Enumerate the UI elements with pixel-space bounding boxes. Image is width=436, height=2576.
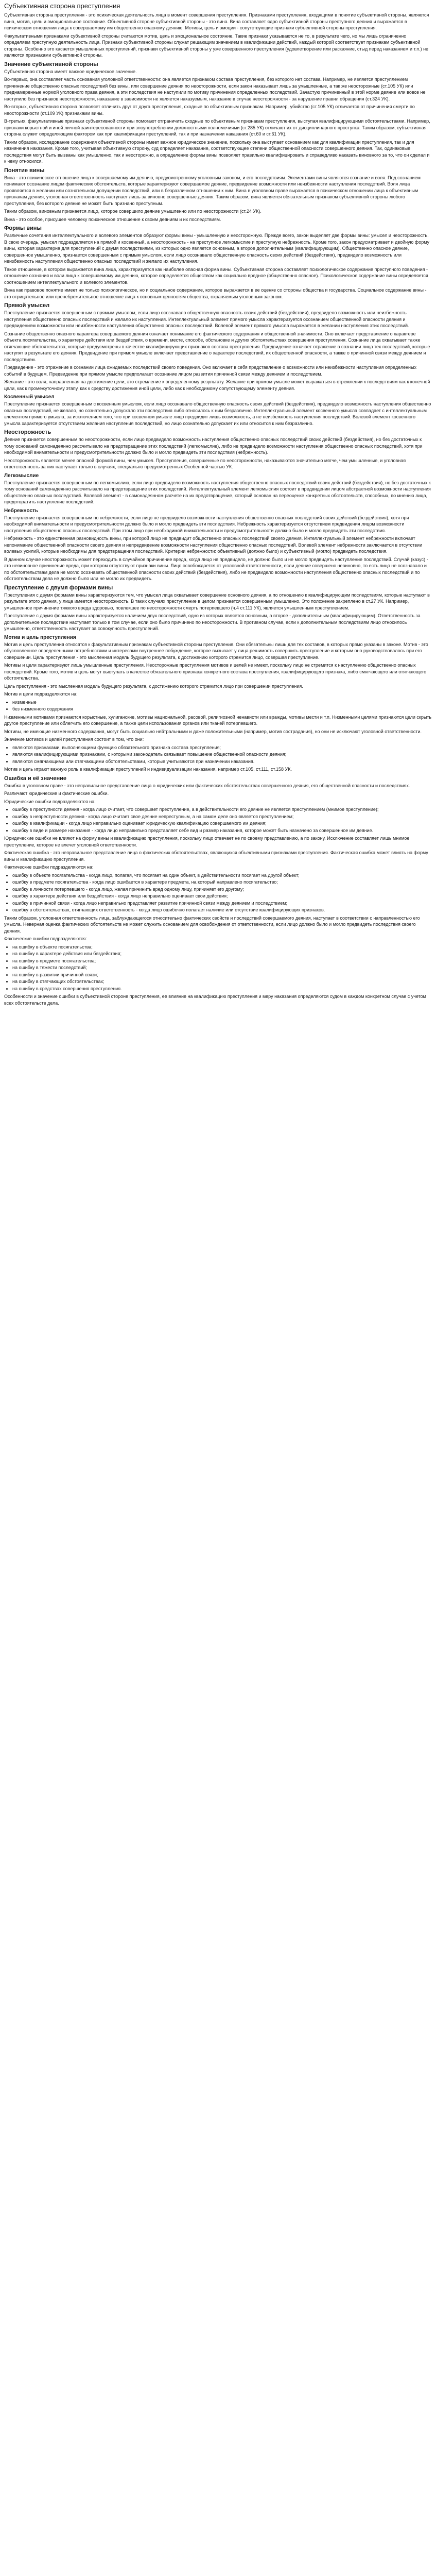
section-heading: Неосторожность [4, 429, 51, 435]
list-item: • ошибку в предмете посягательства - когда лицо ошибается в характере предмета, на который направлено посягательство; [12, 879, 432, 886]
bullet-list [4, 872, 432, 913]
paragraph: Вина - это особое, присущее человеку психическое отношение к своим деяниям и их последствиям. [4, 216, 221, 222]
paragraph: Мотив и цель преступления относятся к факультативным признакам субъективной стороны преступления. Они обязательны лишь для тех составов, в которых прямо указаны в законе. Мотив - это обусловленное определенными потребностями и интересами внутреннее побуждение, которое вызывает у лица решимость совершить преступление и которым оно руководствовалось при его совершении. Цель преступления - это мысленная модель будущего результата, к достижению которого стремится лицо, совершая преступление. [4, 641, 428, 660]
list-item: • на ошибку в средствах совершения преступления. [12, 986, 432, 992]
section-heading: Небрежность [4, 507, 39, 514]
section-heading: Мотив и цель преступления [4, 634, 76, 640]
paragraph: Мотив и цели подразделяются на: [4, 691, 78, 697]
list-item: • на ошибку в отягчающих обстоятельствах; [12, 978, 432, 985]
list-item: • ошибку в причинной связи - когда лицо неправильно представляет развитие причинной связи между деянием и последствием; [12, 900, 432, 907]
list-item: • являются смягчающими или отягчающими обстоятельствами, которые учитываются при назначении наказания. [12, 758, 432, 765]
paragraph: Деяние признается совершенным по неосторожности, если лицо предвидело возможность наступления общественно опасных последствий своих действий (бездействия), но без достаточных к тому оснований самонадеянно рассчитывало на предотвращение этих последствий (легкомыслие), либо не предвидело возможности наступления общественно опасных последствий, хотя при необходимой внимательности и предусмотрительности должно было и могло предвидеть эти последствия (небрежность). [4, 437, 423, 455]
list-item: • являются признаками, выполняющими функцию обязательного признака состава преступления; [12, 744, 432, 751]
paragraph: Фактические ошибки подразделяются: [4, 936, 87, 941]
paragraph: Таким образом, уголовная ответственность лица, заблуждающегося относительно фактических свойств и последствий совершаемого деяния, наступает в соответствии с направленностью его умысла. Неверная оценка фактических обстоятельств не может служить основанием для освобождения от ответственности, если лицо должно было и могло предвидеть последствия своего деяния. [4, 915, 420, 934]
section-heading: Прямой умысел [4, 302, 50, 309]
list-item: • являются квалифицирующими признаками, с которыми законодатель связывает повышение общественной опасности деяния; [12, 751, 432, 758]
paragraph: Желание - это воля, направленная на достижение цели, это стремление к определенному результату. Желание при прямом умысле может выражаться в стремлении к последствиям как к конечной цели, как к промежуточному этапу, как к средству достижения иной цели, либо как к необходимому сопутствующему элементу деяния. [4, 379, 430, 391]
paragraph: Преступление признается совершенным по легкомыслию, если лицо предвидело возможность наступления общественно опасных последствий своих действий (бездействия), но без достаточных к тому оснований самонадеянно рассчитывало на предотвращение этих последствий. Интеллектуальный элемент легкомыслия состоит в предвидении лицом абстрактной возможности наступления общественно опасных последствий. Волевой элемент - в самонадеянном расчете на их предотвращение, который основан на переоценке конкретных обстоятельств, способных, по мнению лица, предотвратить наступление последствий. [4, 480, 431, 504]
paragraph: Мотив и цель играют важную роль в квалификации преступлений и индивидуализации наказания, например ст.105, ст.111, ст.158 УК. [4, 767, 292, 772]
list-item: • ошибку в характере действия или бездействия - когда лицо неправильно оценивает свои действия; [12, 893, 432, 900]
section-heading: Значение субъективной стороны [4, 61, 98, 67]
bullet-list [4, 944, 432, 992]
paragraph: Такое отношение, в котором выражается вина лица, характеризуется как наиболее опасная форма вины. Субъективная сторона составляет психологическое содержание преступного поведения - отношение сознания и воли лица к совершаемому им деянию, которое определяется обществом как социально вредное (общественно опасное). Психологическое содержание вины определяется соотношением интеллектуального и волевого элементов. [4, 266, 428, 285]
section-heading: Легкомыслие [4, 472, 39, 479]
paragraph: Юридические ошибки не влияют на форму вины и квалификацию преступления, поскольку лицо отвечает не по своему представлению, а по закону. Исключение составляет лишь мнимое преступление, которое не влечет уголовной ответственности. [4, 836, 410, 848]
paragraph: Преступление признается совершенным с прямым умыслом, если лицо осознавало общественную опасность своих действий (бездействия), предвидело возможность или неизбежность наступления общественно опасных последствий и желало их наступления. Интеллектуальный элемент прямого умысла характеризуется осознанием общественной опасности деяния и предвидением возможности или неизбежности наступления общественно опасных последствий. Волевой элемент прямого умысла выражается в желании наступления этих последствий. [4, 310, 409, 328]
paragraph: Во-первых, она составляет часть основания уголовной ответственности: она является признаком состава преступления, без которого нет состава. Например, не является преступлением причинение общественно опасных последствий без вины, или совершение деяния по неосторожности, если закон наказывает лишь за умышленные, а так же неосторожные (ст.105 УК) или преднамеренные нормой уголовного права деяния, а эти последствия не наступили по мотиву причинения определенных последствий. Зачастую причиненный в этой норме деяние или вовсе не наступило без признаков неосторожности, наказание в зависимости не является наказуемым, наказание в случае неосторожности - за нарушение правил обращения (ст.324 УК). [4, 77, 426, 101]
bullet-list [4, 699, 432, 713]
bullet-list [4, 744, 432, 765]
paragraph: Вина как правовое понятие имеет не только психологическое, но и социальное содержание, которое выражается в ее оценке со стороны общества и государства. Социальное содержание вины - это отрицательное или пренебрежительное отношение лица к основным ценностям общества, охраняемым уголовным законом. [4, 287, 427, 299]
list-item: • ошибку в личности потерпевшего - когда лицо, желая причинить вред одному лицу, причиняет его другому; [12, 886, 432, 893]
paragraph: Низменными мотивами признаются корыстные, хулиганские, мотивы национальной, расовой, религиозной ненависти или вражды, мотивы мести и т.п. Низменными целями признаются цели скрыть другое преступление или облегчить его совершение, а также цели использования органов или тканей потерпевшего. [4, 714, 432, 726]
list-item: • на ошибку в предмете посягательства; [12, 958, 432, 964]
paragraph: В-третьих, факультативные признаки субъективной стороны помогают отграничить сходные по объективным признакам преступления, выступая квалифицирующими обстоятельствами. Например, признаки корыстной и иной личной заинтересованности при злоупотреблении должностными полномочиями (ст.285 УК) отличают их от дисциплинарного проступка. Таким образом, субъективная сторона служит определяющим фактором как при квалификации преступлений, так и при назначении наказания (ст.60 и ст.61 УК). [4, 118, 430, 137]
paragraph: Мотивы, не имеющие низменного содержания, могут быть социально нейтральными и даже положительными (например, мотив сострадания), но они не исключают уголовной ответственности. [4, 728, 422, 734]
paragraph: Мотивы и цели характеризуют лишь умышленные преступления. Неосторожные преступления мотивов и целей не имеют, поскольку лицо не стремится к наступлению общественно опасных последствий. Кроме того, мотив и цель могут выступать в качестве обязательного признака конкретного состава преступления, квалифицирующего признака, либо смягчающего или отягчающего обстоятельства. [4, 663, 427, 681]
paragraph: Преступление признается совершенным с косвенным умыслом, если лицо осознавало общественную опасность своих действий (бездействия), предвидело возможность наступления общественно опасных последствий, не желало, но сознательно допускало эти последствия либо относилось к ним безразлично. Интеллектуальный элемент косвенного умысла совпадает с интеллектуальным элементом прямого умысла, за исключением того, что при косвенном умысле лицо предвидит лишь возможность, а не неизбежность наступления последствий. Волевой элемент косвенного умысла характеризуется отсутствием желания наступления последствий, но лицо сознательно допускает их или относится к ним безразлично. [4, 401, 431, 426]
paragraph: Преступление признается совершенным по небрежности, если лицо не предвидело возможности наступления общественно опасных последствий своих действий (бездействия), хотя при необходимой внимательности и предусмотрительности должно было и могло предвидеть эти последствия. Небрежность характеризуется отсутствием предвидения лицом возможности наступления общественно опасных последствий. При этом лицо при необходимой внимательности и предусмотрительности должно было и могло предвидеть эти последствия. [4, 515, 409, 533]
paragraph: Сознание общественно опасного характера совершаемого деяния означает понимание его фактического содержания и общественной значимости. Оно включает представление о характере объекта посягательства, о характере действия или бездействия, о времени, месте, способе, обстановке и других обстоятельствах совершения преступления. Сознание лица охватывает также отягчающие обстоятельства, которые предусмотрены в качестве квалифицирующих признаков состава преступления. Предвидение означает отражение в сознании лица тех последствий, которые наступят в результате его деяния. Предвидение при прямом умысле включает представление о характере последствий, их общественной опасности, а также о причинной связи между деянием и последствием. [4, 331, 430, 362]
list-item: • на ошибку в объекте посягательства; [12, 944, 432, 951]
list-item: • ошибку в виде и размере наказания - когда лицо неправильно представляет себе вид и размер наказания, которое может быть назначено за совершенное им деяние. [12, 827, 432, 834]
list-item: • ошибку в квалификации - когда лицо неправильно оценивает юридическую квалификацию совершаемого им деяния; [12, 820, 432, 827]
list-item: • ошибку в непреступности деяния - когда лицо считает свое деяние непреступным, а на самом деле оно является преступлением; [12, 814, 432, 820]
list-item: • без низменного содержания [12, 706, 432, 713]
paragraph: Различные сочетания интеллектуального и волевого элементов образуют формы вины - умышленную и неосторожную. Прежде всего, закон выделяет две формы вины: умысел и неосторожность. В свою очередь, умысел подразделяется на прямой и косвенный, а неосторожность - на преступное легкомыслие и преступную небрежность. Кроме того, закон предусматривает и двойную форму вины, которая характерна для преступлений с двумя последствиями, из которых одно является основным, а второе дополнительным (квалифицирующим). Общественно опасное деяние, совершенное умышленно, признается совершенным с прямым умыслом, если лицо осознавало общественную опасность своих действий (бездействия), предвидело возможность или неизбежность наступления общественно опасных последствий и желало их наступления. [4, 233, 430, 264]
page-title: Субъективная сторона преступления [4, 2, 120, 10]
section-heading: Формы вины [4, 225, 42, 231]
paragraph: Небрежность - это единственная разновидность вины, при которой лицо не предвидит общественно опасных последствий своего деяния. Интеллектуальный элемент небрежности включает непонимание общественной опасности своего деяния и непредвидение возможности наступления общественно опасных последствий. Волевой элемент небрежности заключается в отсутствии волевых усилий, которые необходимы для предотвращения последствий. Критерии небрежности: объективный (должно было) и субъективный (могло) предвидеть последствия. [4, 536, 423, 554]
document-page [0, 0, 436, 1015]
section-heading: Понятие вины [4, 167, 45, 174]
paragraph: Субъективная сторона преступления - это психическая деятельность лица в момент совершения преступления. Признаками преступления, входящими в понятие субъективной стороны, являются вина, мотив, цель и эмоциональное состояние. Объективной стороне субъективной стороны - это вина. Вина составляет ядро субъективной стороны преступного деяния и выражается в психическом отношении лица к совершаемому им общественно опасному деянию. Мотивы, цель и эмоции - сопутствующие признаки субъективной стороны преступления. [4, 12, 429, 30]
list-item: • ошибку в объекте посягательства - когда лицо, полагая, что посягает на один объект, в действительности посягает на другой объект; [12, 872, 432, 879]
bullet-list [4, 806, 432, 834]
list-item: • ошибку в обстоятельствах, отягчающих ответственность - когда лицо ошибочно полагает наличие или отсутствие квалифицирующих признаков. [12, 907, 432, 913]
paragraph: Значение мотивов и целей преступления состоит в том, что они: [4, 737, 144, 742]
paragraph: Юридические ошибки подразделяются на: [4, 799, 96, 804]
paragraph: Неосторожность является менее опасной формой вины, чем умысел. Преступления, совершенные по неосторожности, наказываются значительно мягче, чем умышленные, и уголовная ответственность за них наступает только в случаях, специально предусмотренных Особенной частью УК. [4, 457, 406, 469]
list-item: • низменные [12, 699, 432, 706]
paragraph: Особенности и значение ошибки в субъективной стороне преступления, ее влияние на квалификацию преступления и меру наказания определяются судом в каждом конкретном случае с учетом всех обстоятельств дела. [4, 994, 426, 1006]
list-item: • на ошибку в развитии причинной связи; [12, 972, 432, 978]
paragraph: Цель преступления - это мысленная модель будущего результата, к достижению которого стремится лицо при совершении преступления. [4, 683, 303, 689]
section-heading: Преступление с двумя формами вины [4, 584, 113, 591]
paragraph: Таким образом, виновным признается лицо, которое совершило деяние умышленно или по неосторожности (ст.24 УК). [4, 209, 261, 214]
section-heading: Ошибка и её значение [4, 775, 67, 782]
paragraph: Предвидение - это отражение в сознании лица ожидаемых последствий своего поведения. Оно включает в себя представление о возможности или неизбежности наступления определенных событий в будущем. Предвидение при прямом умысле предполагает осознание лицом развития причинной связи между деянием и последствием. [4, 365, 416, 377]
paragraph: Преступление с двумя формами вины характеризуется наличием двух последствий, одно из которых является основным, а второе - дополнительным (квалифицирующим). Ответственность за дополнительное последствие наступает только в том случае, если оно было причинено по неосторожности. В противном случае, если к дополнительным последствиям лицо относилось умышленно, ответственность наступает за совокупность преступлений. [4, 613, 421, 631]
paragraph: Различают юридические и фактические ошибки. [4, 791, 109, 796]
paragraph: Во-вторых, субъективная сторона позволяет отличить друг от друга преступления, сходные по объективным признакам. Например, убийство (ст.105 УК) отличается от причинения смерти по неосторожности (ст.109 УК) признаками вины. [4, 104, 415, 116]
paragraph: Фактическая ошибка - это неправильное представление лица о фактических обстоятельствах, являющихся объективными признаками преступления. Фактическая ошибка может влиять на форму вины и квалификацию преступления. [4, 850, 428, 862]
list-item: • на ошибку в тяжести последствий; [12, 964, 432, 971]
paragraph: Факультативными признаками субъективной стороны считаются мотив, цель и эмоциональное состояние. Такие признаки указываются не то, в результате чего, но мы лишь ограниченно определяем преступную деятельность лица. Признаки субъективной стороны служат решающим значением в квалификации действий, каждый которой соответствует признакам субъективной стороны. Особенно это касается умышленных преступлений, признаки субъективной стороны у уже совершенного преступления (удовлетворение или раскаяние, стыд перед наказанием и т.п.) не являются признаками субъективной стороны. [4, 33, 429, 58]
list-item: • на ошибку в характере действия или бездействия; [12, 951, 432, 957]
paragraph: Фактические ошибки подразделяются на: [4, 865, 94, 870]
paragraph: Ошибка в уголовном праве - это неправильное представление лица о юридических или фактических обстоятельствах совершенного деяния, его общественной опасности и последствиях. [4, 783, 410, 788]
paragraph: Вина - это психическое отношение лица к совершаемому им деянию, предусмотренному уголовным законом, и его последствиям. Элементами вины являются сознание и воля. Под сознанием понимают осознание лицом фактических обстоятельств, которые характеризуют совершаемое деяние, предвидение возможности или неизбежности наступления последствий. Воля лица проявляется в желании или сознательном допущении последствий, или в безразличном отношении к ним. Вина в уголовном праве выражается в психическом отношении лица к объективным признакам деяния, уголовная ответственность наступает лишь за виновно совершенные деяния. Таким образом, вина является обязательным признаком субъективной стороны любого преступления, без которого деяние не может быть признано преступным. [4, 175, 421, 206]
paragraph: Таким образом, исследование содержания объективной стороны имеет важное юридическое значение, поскольку она выступает основанием как для квалификации преступления, так и для назначения наказания. Кроме того, учитывая объективную сторону, суд определяет наказание, соответствующее степени общественной опасности совершенного деяния. Так, одинаковые последствия могут быть вызваны как умышленно, так и неосторожно, а определение формы вины позволяет правильно квалифицировать и справедливо наказать виновного за то, что он сделал и к чему относился. [4, 139, 430, 164]
paragraph: Субъективная сторона имеет важное юридическое значение. [4, 69, 137, 74]
section-heading: Косвенный умысел [4, 394, 55, 400]
paragraph: Преступления с двумя формами вины характеризуются тем, что умысел лица охватывает совершение основного деяния, а по отношению к квалифицирующим последствиям, которые наступают в результате этого деяния, у лица имеется неосторожность. В таких случаях преступление в целом признается совершенным умышленно. Это положение закреплено в ст.27 УК. Например, умышленное причинение тяжкого вреда здоровью, повлекшее по неосторожности смерть потерпевшего (ч.4 ст.111 УК), является умышленным преступлением. [4, 592, 430, 611]
list-item: • ошибку в преступности деяния - когда лицо считает, что совершает преступление, а в действительности его деяние не является преступлением (мнимое преступление); [12, 806, 432, 813]
paragraph: В данном случае неосторожность может переходить в случайное причинение вреда, когда лицо не предвидело, не должно было и не могло предвидеть наступление последствий. Случай (казус) - это невиновное причинение вреда, при котором отсутствуют признаки вины. Лицо освобождается от уголовной ответственности, если деяние совершено невиновно, то есть лицо не осознавало и по обстоятельствам дела не могло осознавать общественной опасности своих действий (бездействия), либо не предвидело возможности наступления общественно опасных последствий и по обстоятельствам дела не должно было или не могло их предвидеть. [4, 556, 428, 581]
